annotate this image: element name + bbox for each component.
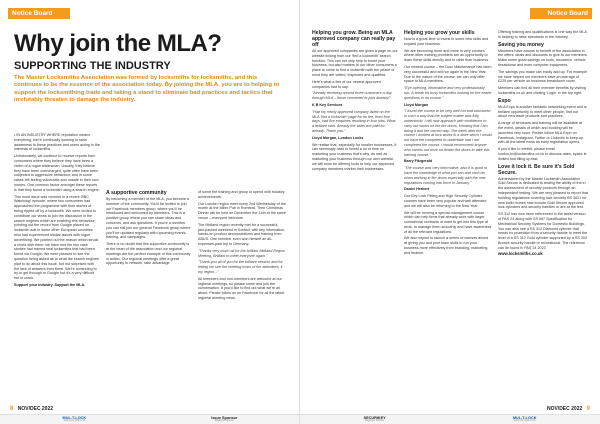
website-link[interactable]: www.locksmiths.co.uk (498, 251, 543, 257)
page-footer (547, 406, 590, 412)
body-paragraph: By becoming a member of the MLA, you become a member of the community. You'll be invited to join our Facebook members group, where you'll be introduced and welcomed by members. This is a positive group where you can share ideas and concerns, and ask questions. If you're a member you can still join our general Facebook group where you'll be updated regularly with upcoming events, training, and campaigns. (106, 197, 191, 240)
sponsor-name: Issue Sponsor (211, 416, 238, 420)
quote: "Already receiving around three customers a day through MLA – those converted to jobs already!" (312, 91, 392, 101)
body-paragraph: Our Key Lock Fitting and High Security Cylinder courses have been very popular and well attended and we will also be returning to the New Year. (404, 194, 487, 208)
support-callout: Support your industry. Support the MLA. (14, 282, 86, 287)
left-column-3 (198, 190, 286, 303)
body-paragraph: All our approved companies are given a page on our website linking from our 'find a locksmith' search function. This can not only help to boost your business, but also matters to our other consumers a place to come to find a locksmith with the peace of mind they are vetted, inspected and qualified. (312, 49, 398, 77)
section-heading: Helping you grow. Being an MLA approved company can really pay off (312, 30, 396, 48)
sponsor-logo[interactable] (63, 416, 87, 423)
body-paragraph: The Midland region recently met for a successful, jam-packed weekend in Solihull, with key information, hands-on product demonstrations and training from ABUS. One member even won himself an all-expenses-paid trip to Germany. (198, 222, 286, 246)
notice-board-tab: Notice Board (530, 8, 592, 19)
quote-attribution: Lloyd Morgan, London Locks (312, 135, 364, 140)
body-paragraph: We will be running a special management course which can help firms that already work with larger commercial contracts or want to get into this type of work, to manage them smoothly and have awareness of all the relevant regulations. (404, 210, 492, 234)
sponsor-name: MUL-T-LOCK (512, 416, 537, 420)
body-paragraph: A range of seminars and training will be available at the event, details of which and booking will be launched very soon. Please follow MLA Expo on Facebook, Instagram, Twitter or LinkedIn to keep up with all the latest news as early registration opens. (498, 121, 583, 145)
sponsor-bar (300, 414, 600, 424)
sponsor-url: Magazine Sponsor (214, 420, 234, 422)
section-heading: Expo (498, 97, 511, 104)
body-paragraph: • IN AN INDUSTRY WHERE reputation means everything, we're continually working to raise awareness to these practices and users acting in the interests of locksmiths. (14, 133, 100, 152)
issue-date: NOV/DEC 2022 (17, 406, 54, 412)
sponsor-name: SECURIKEY (363, 416, 386, 420)
sponsor-name: MUL-T-LOCK (62, 416, 87, 420)
section-heading: Saving you money (498, 41, 544, 48)
body-paragraph: Administered by the Master Locksmith Association, Sold Secure is dedicated to testing the ability of the in the assessment of security products through an independent testing. We are very pleased to report that building regulations covering lock security BS 3621 for new build homes now include Sold Secure approved lock cylinders and security handles or are at the test. (498, 176, 588, 210)
body-paragraph: We also expect to launch a series of courses aimed at giving you and your team skills to run your business more effectively from branding, marketing, and finance. (404, 236, 489, 255)
section-heading: Helping you grow your skills (404, 30, 475, 36)
body-paragraph: Our newest course – the Door Maintenance has been very successful and will run again in the New Year. Due to the nature of the course, we can only offer space to MLA members. (404, 64, 492, 84)
left-column-1 (14, 133, 100, 290)
notice-board-tab: Notice Board (8, 8, 70, 19)
quote: "Thank-you all of you for the brilliant session and for letting me see the meeting hosts of the attendees, it my region..." (198, 260, 283, 274)
quote-attribution: Daniel Herbert (404, 187, 430, 192)
body-paragraph: Unfortunately, we continue to receive reports from consumers where they believe they have been a victim of a rogue tradesman. Usually, they believe they have been overcharged, quite often have been subjected to aggressive behaviour, and in some cases left feeling vulnerable and unsafe in their own homes. One common factor amongst these reports is that they found a locksmith using a search engine. (14, 154, 100, 192)
body-paragraph: Members can find all their member benefits by visiting locksmiths.co.uk and clicking 'Login' in the top right. (498, 86, 586, 95)
intro-paragraph: The Master Locksmiths Association was formed by locksmiths for locksmiths, and this continues to be the essence of the association today. By joining the MLA, you are to helping to support the locksmithing trade and taking a stand to eliminate bad practices and tactics that irrefutably threaten to damage the industry. (14, 75, 280, 104)
sponsor-logo[interactable] (513, 416, 537, 423)
section-subhead: SUPPORTING THE INDUSTRY (14, 60, 171, 72)
right-column-3 (498, 30, 588, 259)
body-paragraph: This most issue was covered in a recent 'BBC Watchdog' episode, where two consumers had approached the programme with their stories of being ripped off by a locksmith. We were invited to contribute our views to join the discussion in the search engines which are enabling this behaviour, pointing out the record from Google placed on locksmith ads in some other European countries who had experienced similar issues with rogue advertising. We pointed out the reason which struck a chord with them: we have met the two case studies had trained seal locksmiths that had been found via Google. We were pleased to see the question being asked as to what the search engines plan to do about this issue, but not surprised with the lack of answers from them. We're continuing to try to get through to Google but it's a very difficult nut to crack. (14, 194, 99, 281)
body-paragraph: Offering training and qualifications is one way the MLA is helping to raise standards in the industry. (498, 30, 587, 39)
body-paragraph: We realise that, especially for smaller businesses, it can seemingly hard to invest a lot of time on marketing your business that's why, as well as marketing your business through our own website, we will soon be offering tools to help our approved company members market their businesses. (312, 142, 397, 171)
quote: "The course was very informative, also it is good to have the knowledge of what you can and can't do when working in fire doors especially with the new regulations coming into force in January." (404, 166, 488, 185)
right-column-1 (312, 30, 398, 173)
quote: "Eye-opening, informative and very professionally run. A break for busy locksmiths looking for the easier questions in no course." (404, 86, 492, 100)
sponsor-url: Magazine Sponsor (365, 420, 385, 422)
body-paragraph: We are becoming more and more in very courses where other training providers are an opportunity to learn these skills directly and to raise their business. (404, 48, 490, 63)
body-paragraph: The savings you make can easily add up. For example we have helped our members save an average of £225 per vehicle on business breakdown cover. (498, 69, 588, 84)
body-paragraph: If you'd like to exhibit, please email london.hr@locksmiths.co.uk to discuss rates, space is limited and filling up fast. (498, 147, 587, 161)
body-paragraph: All members and non-members are welcome at our regional meetings, so please come and join the conversation. If you'd like to find out what we're all about. Please follow us on Facebook for all the latest regional meeting news. (198, 276, 285, 300)
page-headline: Why join the MLA? (14, 30, 222, 57)
section-heading: Love it lock it. Be sure it's Sold Secure. (498, 163, 575, 176)
body-paragraph: Members have access to benefit of the association in the offers, deals and discounts to give to our members. Make some great savings on tools, insurance, vehicle breakdown and even computer equipment. (498, 48, 588, 67)
quote-attribution: Barry Fitzgerald (404, 159, 433, 164)
body-paragraph: Now is a great time to invest in some new skills and expand your business. (404, 37, 489, 46)
body-paragraph: Our London region meet every 2nd Wednesday of the month at the Miller Pub in Romford. Their Christmas Dinner will be held on December the 14th at the same venue – everyone welcome. (198, 201, 286, 220)
left-column-2 (106, 190, 192, 268)
issue-date: NOV/DEC 2022 (546, 406, 583, 412)
quote: "Thanks very much all for the brilliant Midland Region Meeting, Brilliant to meet everyone again." (198, 248, 285, 258)
right-page (300, 0, 600, 424)
quote: "I found the course to be very well run and structured in such a way that the subject matter was fully understood. I will now approach with confidence to carry out works on the fire doors, knowing that I am doing it and the correct way. The week after the course I worked at lock works in a store which I would not have felt competent to undertake had I not completed the course. I would recommend anyone who carries out work on timber fire doors to take this training course." (404, 109, 492, 157)
quote-attribution: K B Key Services (312, 102, 343, 107)
section-heading: A supportive community (106, 190, 167, 196)
page-number: 8 (10, 406, 14, 412)
quote: "Had my newly approved company listed on the MLA 'find a locksmith' page for no fee, from four days, had five enquiries resulting in four jobs. What a brilliant start. Already the sales are paid for already. Thank you." (312, 109, 396, 133)
body-paragraph: There is no doubt that this supportive community is at the heart of the association and our regional meetings are the perfect example of this community in action. Our regional meetings offer a great opportunity to network, take advantage (106, 242, 191, 266)
body-paragraph: of some fire training and group to spend with industry achievements. (198, 190, 285, 199)
page-number: 9 (586, 406, 590, 412)
sponsor-url: www.mul-t-lock.co.uk (63, 420, 86, 422)
body-paragraph: Here's what a few of our newest approved companies had to say: (312, 79, 381, 89)
body-paragraph: SS 312 has now been referenced in the latest version of PAS 24 along with SS 087 Specification for Mechanical Security Systems for Domestic Buildings. You can also see a SS 312 Diamond cylinder that needs no protection from a security handle to meet the level of a SS 312 Gold cylinder supported by a SS 303 Bronze security handle or recreational. The reference can be found in PAS 24 2022. (498, 212, 588, 250)
quote-attribution: Lloyd Morgan (404, 102, 429, 107)
right-column-2 (404, 30, 492, 258)
sponsor-bar (0, 414, 300, 424)
sponsor-logo[interactable] (364, 416, 386, 423)
sponsor-logo[interactable] (211, 416, 237, 423)
body-paragraph: MLA Expo is another fantastic networking event and is brilliant opportunity to meet other people, find out about new trade products and practices. (498, 104, 587, 119)
page-footer (10, 406, 53, 412)
sponsor-url: www.mul-t-lock.co.uk (513, 420, 536, 422)
